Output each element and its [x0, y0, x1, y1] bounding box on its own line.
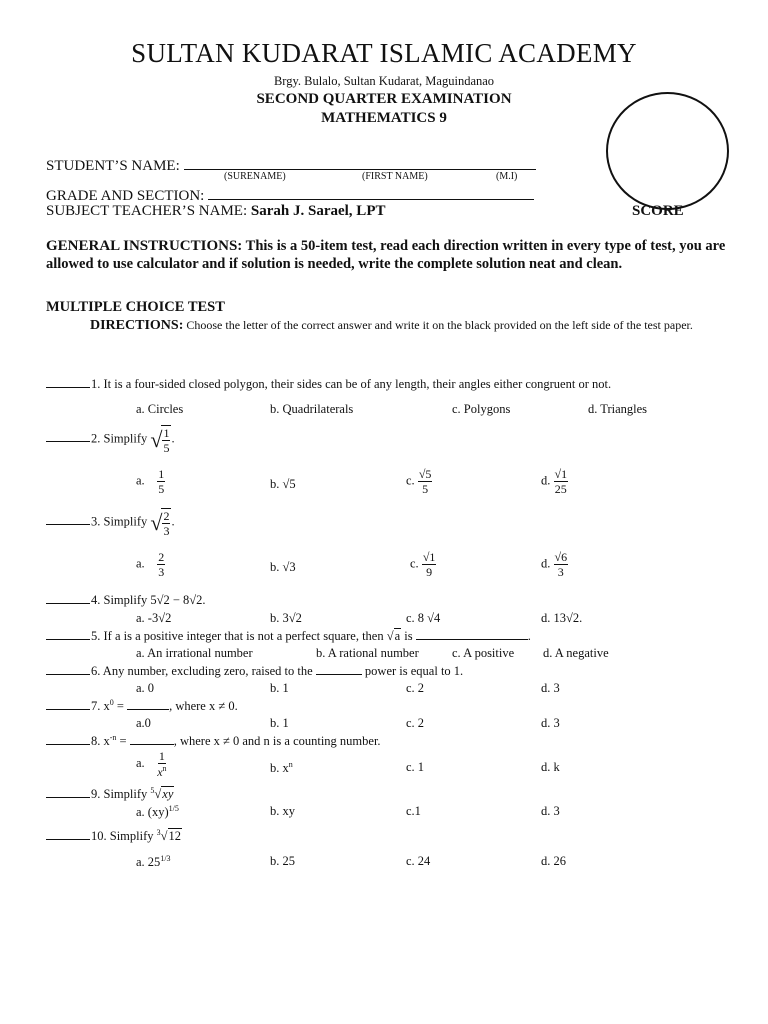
student-name-label: STUDENT’S NAME: — [46, 158, 180, 174]
q3-rad-den: 3 — [163, 524, 170, 538]
q4-stem: 4. Simplify 5√2 − 8√2. — [91, 593, 206, 607]
answer-blank-2[interactable] — [46, 441, 90, 442]
question-3: 3. Simplify √ $\frac{2}{3}$ . — [46, 508, 175, 537]
q2-c-num: √5 — [418, 467, 432, 481]
grade-row — [46, 185, 534, 205]
q6-stem-b: power is equal to 1. — [364, 664, 464, 678]
q7-stem-a: 7. x — [91, 699, 110, 714]
answer-blank-10[interactable] — [46, 839, 90, 840]
q5-radicand: a — [394, 629, 401, 643]
answer-blank-9[interactable] — [46, 797, 90, 798]
q10-option-d: d. 26 — [541, 854, 566, 868]
q3-radical: √ $\frac{2}{3}$ — [150, 509, 170, 538]
answer-blank-5[interactable] — [46, 639, 90, 640]
q3-c-num: √1 — [422, 550, 436, 564]
q3-rad-num: 2 — [163, 509, 170, 523]
directions-label: DIRECTIONS: — [90, 318, 184, 333]
q8-option-a — [136, 750, 167, 778]
question-9: 9. Simplify $^5$√xy — [46, 786, 174, 802]
q2-option-d — [541, 468, 568, 495]
q3-option-a — [136, 551, 165, 578]
q8-option-d: d. k — [541, 760, 560, 774]
q3-a-label: a. — [136, 556, 145, 571]
q5-stem-b: is — [404, 629, 413, 643]
q2-a-den: 5 — [158, 482, 165, 496]
q7-stem-b: = — [113, 699, 128, 714]
question-6 — [46, 663, 463, 679]
q2-a-num: 1 — [158, 467, 165, 481]
q8-b-exp: n — [288, 760, 293, 769]
q2-rad-den: 5 — [163, 441, 170, 455]
q5-fill-line[interactable] — [416, 628, 528, 640]
q3-c-label: c. — [410, 556, 419, 571]
general-instructions — [46, 237, 726, 273]
answer-blank-8[interactable] — [46, 744, 90, 745]
mi-caption: (M.I) — [496, 171, 518, 182]
grade-label: GRADE AND SECTION: — [46, 188, 205, 204]
answer-blank-6[interactable] — [46, 674, 90, 675]
q10-option-a — [136, 854, 171, 870]
q5-option-d: d. A negative — [543, 646, 609, 660]
q8-a-label: a. — [136, 755, 145, 770]
q10-a-exp: 1/3 — [160, 854, 171, 863]
answer-blank-4[interactable] — [46, 603, 90, 604]
q4-option-b: b. 3√2 — [270, 611, 302, 625]
teacher-name: Sarah J. Sarael, LPT — [250, 203, 386, 219]
q9-radicand: xy — [162, 787, 174, 802]
student-name-row — [46, 155, 536, 175]
q8-stem-c: , where x ≠ 0 and n is a counting number. — [173, 734, 381, 749]
q9-a-text: a. (xy) — [136, 805, 169, 820]
q5-option-b: b. A rational number — [316, 646, 419, 660]
q4-option-c: c. 8 √4 — [406, 611, 441, 625]
question-10: 10. Simplify $^3$√12 — [46, 828, 182, 844]
q8-a-den-exp: n — [162, 764, 167, 773]
q4-option-d: d. 13√2. — [541, 611, 583, 625]
q6-option-b: b. 1 — [270, 681, 289, 695]
q10-stem: 10. Simplify — [91, 829, 154, 844]
question-7 — [46, 698, 238, 714]
subject-title: MATHEMATICS 9 — [321, 110, 447, 126]
instructions-label: GENERAL INSTRUCTIONS: — [46, 238, 243, 254]
q3-d-num: √6 — [554, 550, 568, 564]
q7-fill-line[interactable] — [127, 698, 169, 710]
score-circle — [606, 92, 729, 210]
q9-stem: 9. Simplify — [91, 787, 148, 802]
q3-d-label: d. — [541, 556, 551, 571]
q2-option-a — [136, 468, 165, 495]
answer-blank-7[interactable] — [46, 709, 90, 710]
q2-a-label: a. — [136, 473, 145, 488]
q10-option-b: b. 25 — [270, 854, 295, 868]
school-name: SULTAN KUDARAT ISLAMIC ACADEMY — [131, 38, 637, 68]
q2-c-den: 5 — [422, 482, 429, 496]
q10-option-c: c. 24 — [406, 854, 431, 868]
q8-stem-b: = — [116, 734, 130, 749]
q2-d-label: d. — [541, 473, 551, 488]
section-title: MULTIPLE CHOICE TEST — [46, 299, 225, 315]
q5-stem-c: . — [527, 629, 531, 643]
q1-option-a: a. Circles — [136, 402, 184, 416]
q9-index: 5 — [150, 786, 155, 795]
directions — [46, 317, 726, 334]
q8-stem-a: 8. x — [91, 734, 110, 749]
q2-d-num: √1 — [554, 467, 568, 481]
q10-a-text: a. 25 — [136, 855, 161, 870]
q3-d-den: 3 — [557, 565, 564, 579]
answer-blank-3[interactable] — [46, 524, 90, 525]
q3-option-c — [410, 551, 436, 578]
q8-a-den: x — [157, 765, 163, 779]
q6-option-c: c. 2 — [406, 681, 425, 695]
school-address: Brgy. Bulalo, Sultan Kudarat, Maguindanao — [273, 74, 495, 88]
q4-option-a: a. -3√2 — [136, 611, 172, 625]
q3-option-b: b. √3 — [270, 560, 296, 574]
q1-option-b: b. Quadrilaterals — [270, 402, 354, 416]
q8-a-num: 1 — [158, 749, 165, 763]
q2-option-c — [406, 468, 432, 495]
q9-option-d: d. 3 — [541, 804, 560, 818]
q3-stem: 3. Simplify — [91, 514, 148, 529]
q7-option-b: b. 1 — [270, 716, 289, 730]
teacher-label: SUBJECT TEACHER’S NAME: — [46, 203, 248, 219]
directions-text: Choose the letter of the correct answer and write it on the black provided on the left side of the test paper. — [186, 318, 693, 332]
question-2: 2. Simplify √ $\frac{1}{5}$ . — [46, 425, 175, 454]
question-4 — [46, 593, 206, 608]
q6-stem-a: 6. Any number, excluding zero, raised to the — [91, 664, 313, 678]
q1-option-c: c. Polygons — [452, 402, 511, 416]
exam-title: SECOND QUARTER EXAMINATION — [256, 91, 512, 107]
q8-option-b — [270, 760, 293, 776]
q5-option-c: c. A positive — [452, 646, 515, 660]
q2-c-label: c. — [406, 473, 415, 488]
q10-index: 3 — [156, 828, 161, 837]
instructions-text: This is a 50-item test, read each direction written in every type of test, you are allowed to use calculator and if solution is needed, write the complete solution neat and clean. — [46, 238, 726, 272]
q6-option-d: d. 3 — [541, 681, 560, 695]
q10-radicand: 12 — [168, 829, 182, 844]
q2-rad-num: 1 — [163, 426, 170, 440]
q8-b-text: b. x — [270, 761, 289, 776]
q9-a-exp: 1/5 — [168, 804, 179, 813]
grade-line[interactable] — [208, 185, 534, 200]
score-label: SCORE — [632, 203, 684, 219]
q7-option-c: c. 2 — [406, 716, 425, 730]
q6-option-a: a. 0 — [136, 681, 155, 695]
q7-exp: 0 — [109, 698, 114, 707]
q7-option-d: d. 3 — [541, 716, 560, 730]
q6-fill-line[interactable] — [316, 663, 362, 675]
teacher-row — [46, 203, 385, 220]
q1-stem: 1. It is a four-sided closed polygon, their sides can be of any length, their angles either congruent or not. — [91, 377, 612, 391]
q2-stem: 2. Simplify — [91, 431, 148, 446]
student-name-line[interactable] — [184, 155, 536, 170]
q3-a-den: 3 — [158, 565, 165, 579]
q1-option-d: d. Triangles — [588, 402, 648, 416]
q5-stem-a: 5. If a is a positive integer that is not a perfect square, then — [91, 629, 384, 643]
q9-option-b: b. xy — [270, 804, 295, 818]
q5-option-a: a. An irrational number — [136, 646, 253, 660]
q7-option-a: a.0 — [136, 716, 151, 730]
surname-caption: (SURENAME) — [224, 171, 286, 182]
q9-option-a — [136, 804, 179, 820]
q2-d-den: 25 — [554, 482, 567, 496]
firstname-caption: (FIRST NAME) — [362, 171, 428, 182]
question-1 — [46, 377, 611, 392]
q8-option-c: c. 1 — [406, 760, 425, 774]
q8-exp: -n — [109, 733, 117, 742]
answer-blank-1[interactable] — [46, 387, 90, 388]
question-8 — [46, 733, 381, 749]
question-5: 5. If a is a positive integer that is not a perfect square, then √a is . — [46, 628, 531, 644]
q8-fill-line[interactable] — [130, 733, 174, 745]
q2-radical: √ $\frac{1}{5}$ — [150, 426, 170, 455]
q2-option-b: b. √5 — [270, 477, 296, 491]
q7-stem-c: , where x ≠ 0. — [169, 699, 238, 714]
q3-c-den: 9 — [426, 565, 433, 579]
q3-option-d — [541, 551, 568, 578]
q3-a-num: 2 — [158, 550, 165, 564]
q9-option-c: c.1 — [406, 804, 421, 818]
